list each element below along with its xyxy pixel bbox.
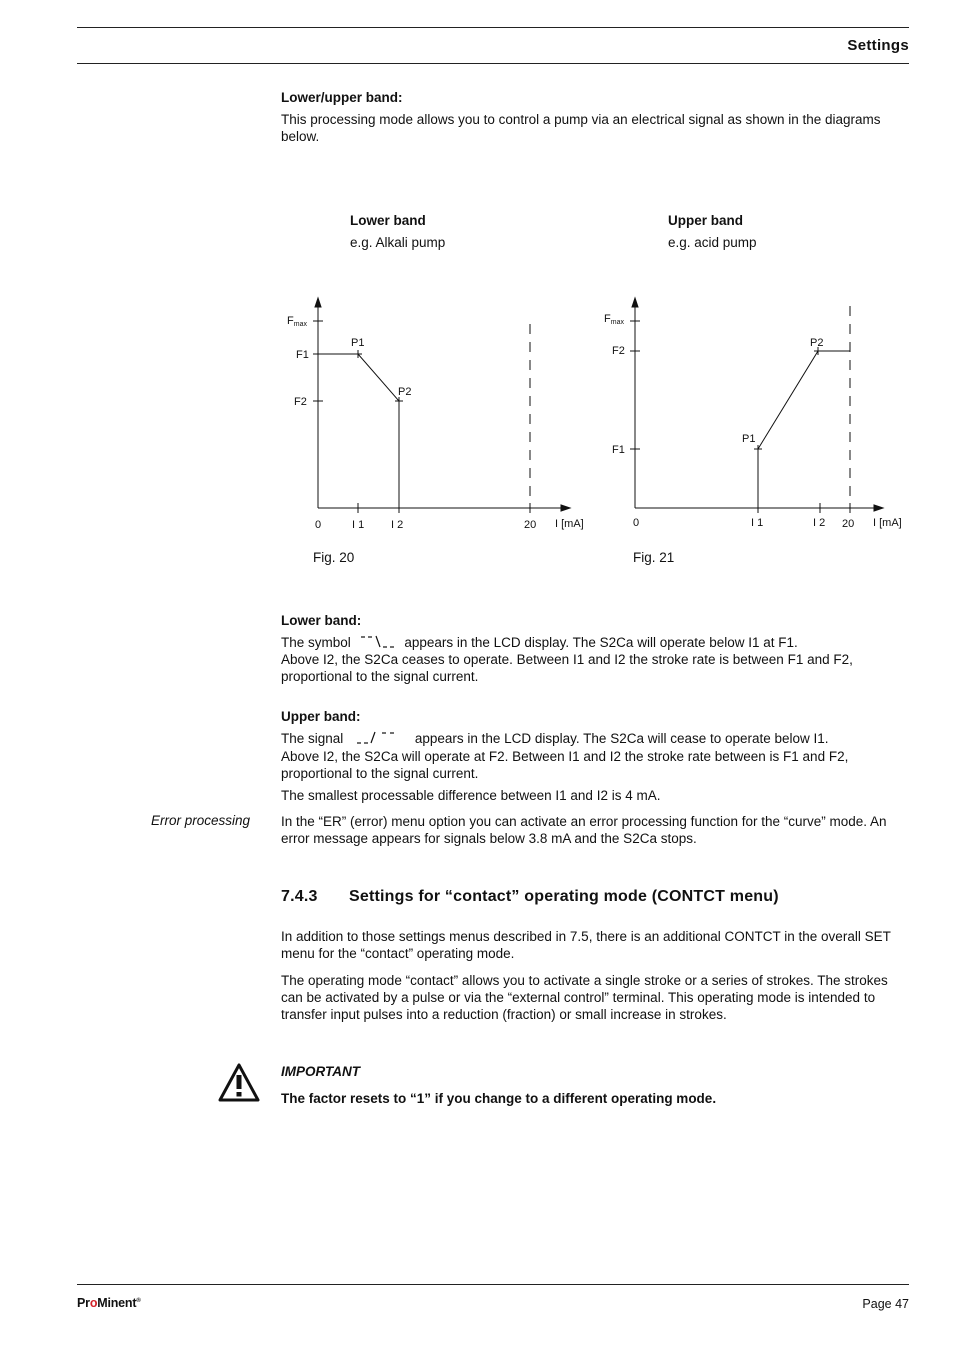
lower-band-lcd-symbol-icon <box>359 635 397 649</box>
x-axis-unit: I [mA] <box>555 518 584 530</box>
logo-rest: Minent <box>97 1296 137 1310</box>
lower-band-heading: Lower band: <box>281 613 362 628</box>
fig20-caption: Fig. 20 <box>313 550 355 565</box>
point-label-p2: P2 <box>398 386 412 398</box>
x-label-i1: I 1 <box>352 519 365 531</box>
x-label-twenty: 20 <box>842 518 855 530</box>
characteristic-curve <box>758 351 850 508</box>
point-label-p2: P2 <box>810 337 824 349</box>
x-axis-arrow <box>874 505 883 511</box>
y-label-f2: F2 <box>294 396 307 408</box>
x-axis-unit: I [mA] <box>873 517 902 529</box>
lower-diagram-subtitle: e.g. Alkali pump <box>350 235 446 250</box>
logo-o: o <box>89 1296 98 1310</box>
intro-heading: Lower/upper band: <box>281 90 403 105</box>
lower-diagram-title: Lower band <box>350 213 426 228</box>
upper-diagram-title: Upper band <box>668 213 744 228</box>
header-title: Settings <box>847 37 909 54</box>
x-axis-arrow <box>561 505 570 511</box>
section-para2: The operating mode “contact” allows you to activate a single stroke or a series of strokes. The strokes can be activated by a pulse or via the “external control” terminal. This operating mode is intended to transfer input pulses into a reduction (fraction) or small increase in strokes. <box>281 973 888 1022</box>
section-number: 7.4.3 <box>281 888 318 905</box>
x-label-twenty: 20 <box>524 519 537 531</box>
point-label-p1: P1 <box>742 433 756 445</box>
upper-band-line1-after: appears in the LCD display. The S2Ca will cease to operate below I1. <box>414 731 829 746</box>
header-rule-bottom <box>77 63 909 64</box>
prominent-logo <box>77 1296 141 1310</box>
section-heading <box>281 888 911 905</box>
characteristic-curve <box>318 354 399 508</box>
section-para1: In addition to those settings menus described in 7.5, there is an additional CONTCT in the overall SET menu for the “contact” operating mode. <box>281 929 891 961</box>
important-text: The factor resets to “1” if you change to a different operating mode. <box>281 1091 717 1106</box>
lower-band-line1-before: The symbol <box>281 635 351 650</box>
warning-icon <box>218 1063 260 1102</box>
y-axis-arrow <box>315 298 321 307</box>
error-processing-label: Error processing <box>151 813 251 828</box>
y-label-f1: F1 <box>296 349 309 361</box>
lower-band-line2: Above I2, the S2Ca ceases to operate. Between I1 and I2 the stroke rate is between F1 and F2, proportional to the signal current. <box>281 652 853 684</box>
x-label-i1: I 1 <box>751 517 764 529</box>
fig21-caption: Fig. 21 <box>633 550 675 565</box>
y-label-f2: F2 <box>612 345 625 357</box>
upper-band-heading: Upper band: <box>281 709 361 724</box>
header-rule-top <box>77 27 909 28</box>
lower-band-line1-after: appears in the LCD display. The S2Ca will operate below I1 at F1. <box>404 635 798 650</box>
y-label-fmax: Fmax <box>287 315 307 328</box>
x-label-zero: 0 <box>315 519 322 531</box>
y-label-fmax: Fmax <box>604 313 624 326</box>
x-label-zero: 0 <box>633 517 640 529</box>
lower-band-line1 <box>281 634 911 651</box>
x-label-i2: I 2 <box>391 519 404 531</box>
point-label-p1: P1 <box>351 337 365 349</box>
upper-diagram-subtitle: e.g. acid pump <box>668 235 757 250</box>
y-label-f1: F1 <box>612 444 625 456</box>
intro-text: This processing mode allows you to control a pump via an electrical signal as shown in the diagrams below. <box>281 112 881 144</box>
logo-registered-mark: ® <box>136 1297 141 1304</box>
y-axis-arrow <box>632 298 638 307</box>
lower-band-diagram <box>280 290 600 540</box>
upper-band-line2: Above I2, the S2Ca will operate at F2. Between I1 and I2 the stroke rate between is F1 and F2, proportional to the signal current. <box>281 749 849 781</box>
logo-pr: Pr <box>77 1296 90 1310</box>
page-number: Page 47 <box>862 1297 909 1311</box>
important-label: IMPORTANT <box>281 1064 360 1079</box>
upper-band-diagram <box>597 290 917 540</box>
upper-band-line1-before: The signal <box>281 731 344 746</box>
footer-rule <box>77 1284 909 1285</box>
upper-band-lcd-symbol-icon <box>355 731 403 745</box>
upper-band-line3: The smallest processable difference between I1 and I2 is 4 mA. <box>281 788 661 803</box>
error-processing-text: In the “ER” (error) menu option you can activate an error processing function for the “curve” mode. An error message appears for signals below 3.8 mA and the S2Ca stops. <box>281 814 887 846</box>
upper-band-line1 <box>281 730 911 747</box>
x-label-i2: I 2 <box>813 517 826 529</box>
section-title: Settings for “contact” operating mode (CONTCT menu) <box>349 888 779 905</box>
